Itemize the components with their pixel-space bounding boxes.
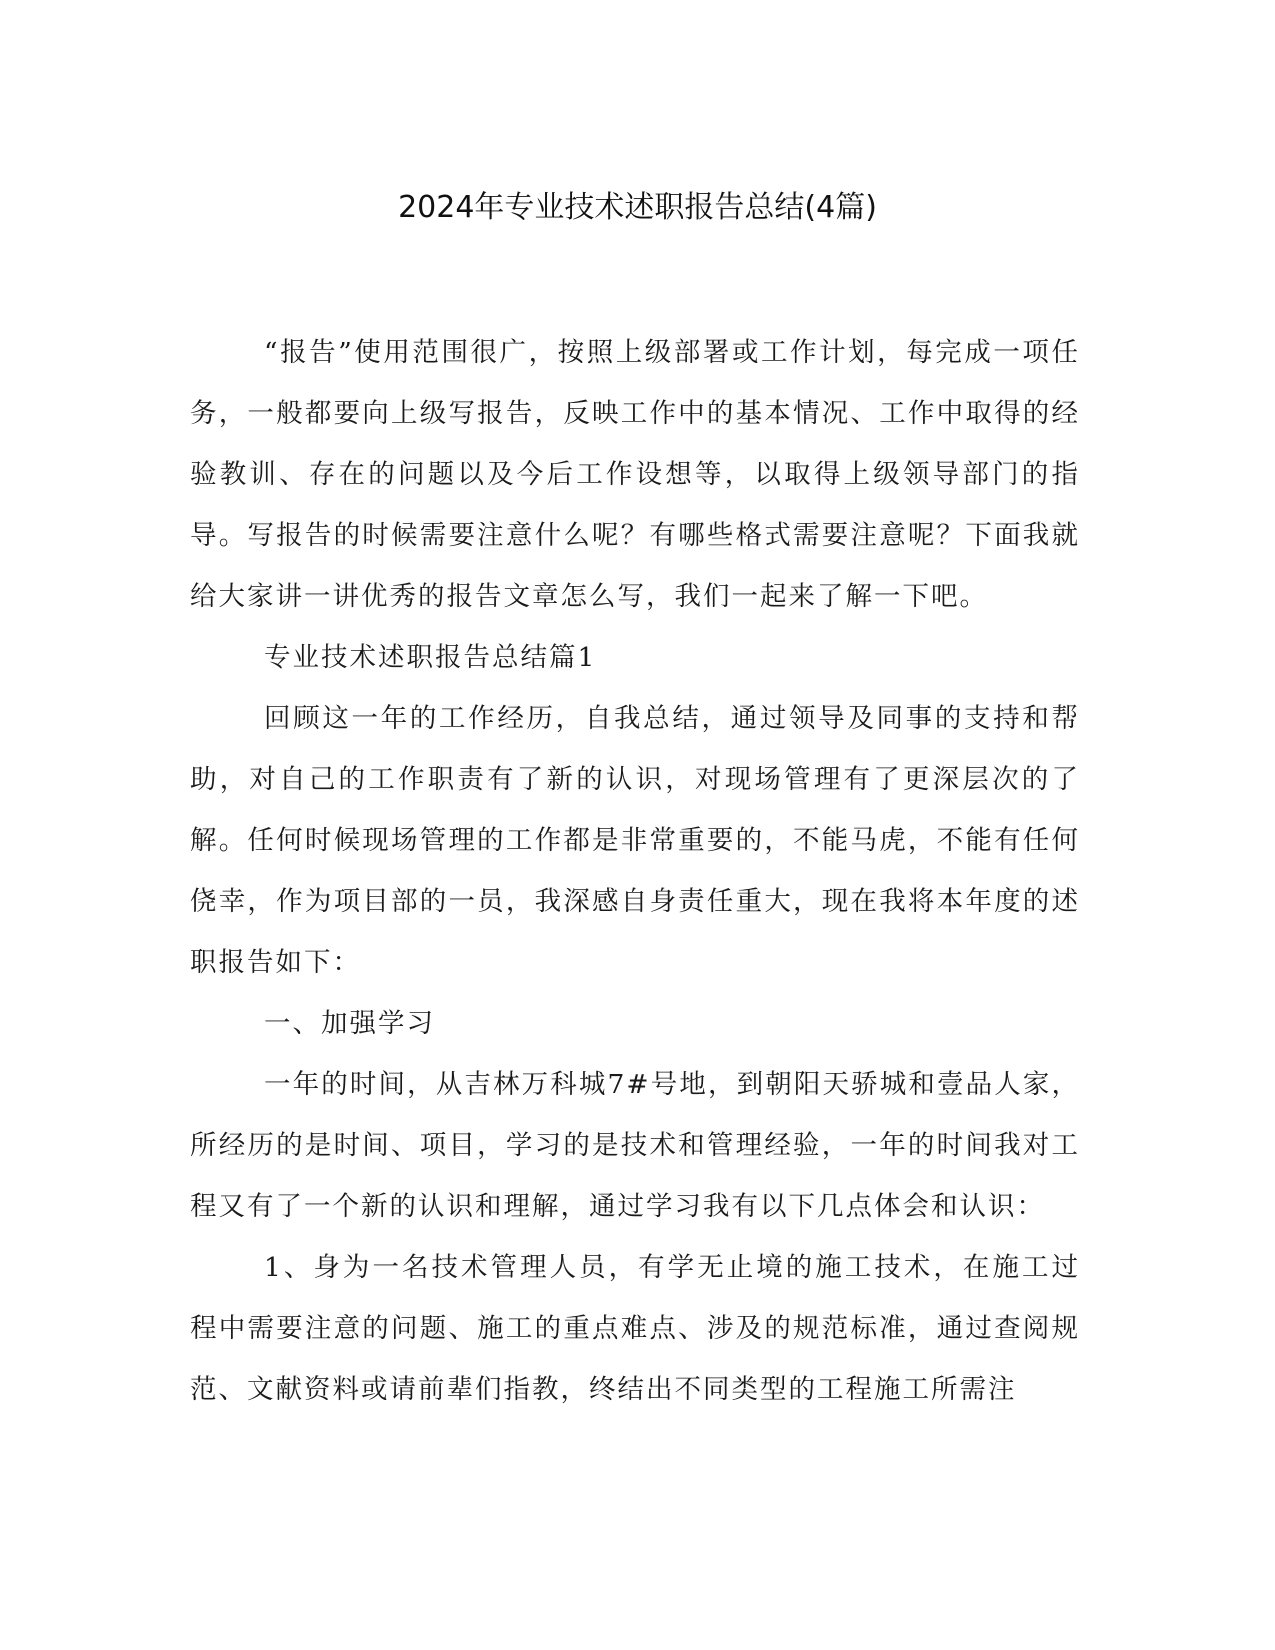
- intro-paragraph: “报告”使用范围很广，按照上级部署或工作计划，每完成一项任务，一般都要向上级写报告，反映工作中的基本情况、工作中取得的经验教训、存在的问题以及今后工作设想等，以取得上级领导部门的指导。写报告的时候需要注意什么呢？有哪些格式需要注意呢？下面我就给大家讲一讲优秀的报告文章怎么写，我们一起来了解一下吧。: [190, 337, 1080, 612]
- review-paragraph: 回顾这一年的工作经历，自我总结，通过领导及同事的支持和帮助，对自己的工作职责有了新的认识，对现场管理有了更深层次的了解。任何时候现场管理的工作都是非常重要的，不能马虎，不能有任何侥幸，作为项目部的一员，我深感自身责任重大，现在我将本年度的述职报告如下：: [190, 703, 1080, 978]
- document-body: [190, 322, 1080, 1420]
- learning-paragraph: 一年的时间，从吉林万科城7#号地，到朝阳天骄城和壹品人家，所经历的是时间、项目，学习的是技术和管理经验，一年的时间我对工程又有了一个新的认识和理解，通过学习我有以下几点体会和认识：: [190, 1069, 1080, 1222]
- document-title: 2024年专业技术述职报告总结(4篇): [398, 190, 877, 225]
- section-heading-part-1: 专业技术述职报告总结篇1: [264, 642, 597, 673]
- subheading-strengthen-learning: 一、加强学习: [264, 1008, 435, 1039]
- point-1-paragraph: 1、身为一名技术管理人员，有学无止境的施工技术，在施工过程中需要注意的问题、施工的重点难点、涉及的规范标准，通过查阅规范、文献资料或请前辈们指教，终结出不同类型的工程施工所需注: [190, 1252, 1080, 1405]
